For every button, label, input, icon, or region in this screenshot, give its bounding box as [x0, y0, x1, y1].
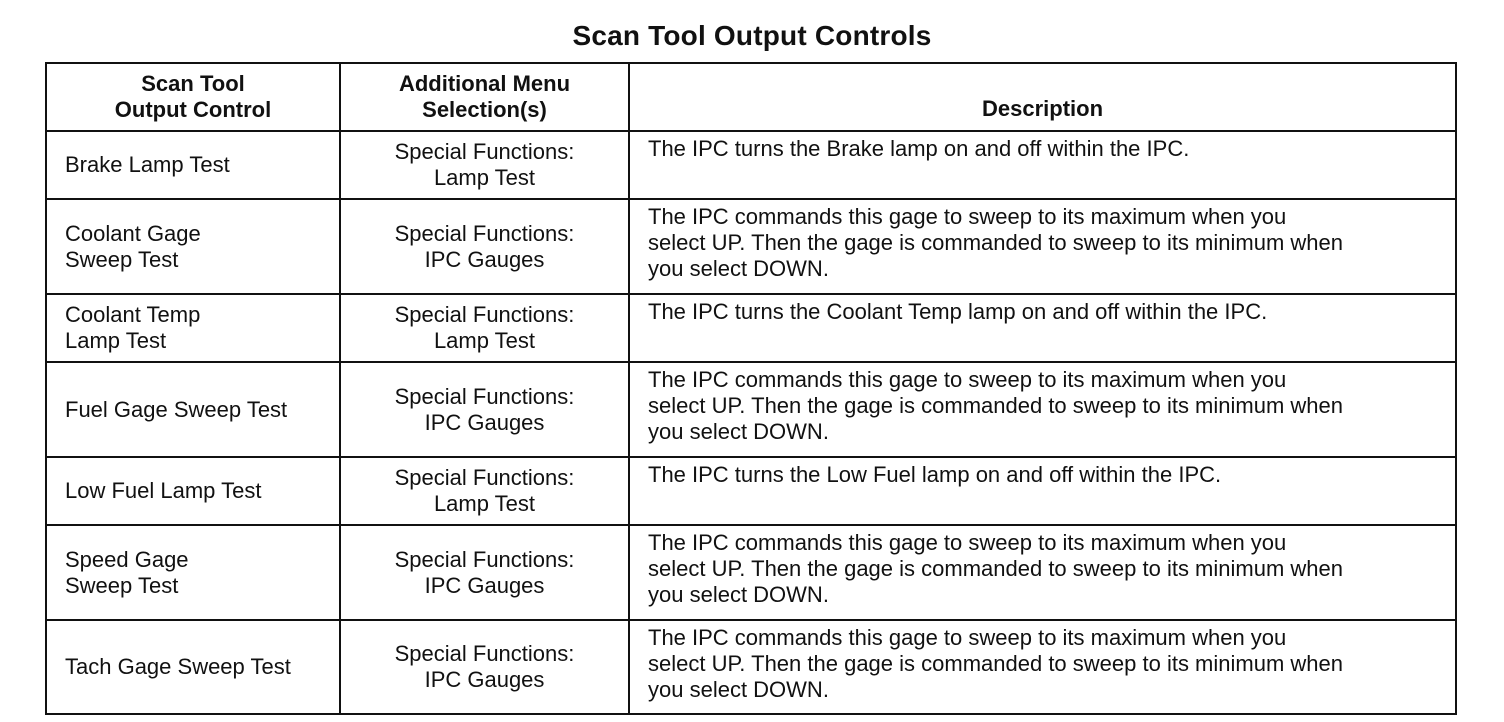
menu-selection-cell — [340, 620, 629, 714]
cell-line: Sweep Test — [65, 572, 179, 598]
cell-line: The IPC commands this gage to sweep to its maximum when you — [648, 625, 1287, 650]
table-row — [46, 294, 1456, 362]
cell-line: Low Fuel Lamp Test — [65, 478, 262, 503]
page-title: Scan Tool Output Controls — [572, 20, 932, 51]
cell-line: Special Functions: — [394, 383, 575, 409]
header-line: Scan Tool — [141, 71, 245, 96]
menu-selection-cell — [340, 457, 629, 525]
cell-line: Speed Gage — [65, 546, 189, 572]
table-row — [46, 362, 1456, 457]
cell-line: Sweep Test — [65, 246, 179, 272]
cell-line: Fuel Gage Sweep Test — [65, 396, 288, 422]
output-control-cell — [46, 457, 340, 525]
cell-line: Lamp Test — [65, 328, 167, 353]
column-header-description: Description — [629, 63, 1456, 131]
cell-line: Special Functions: — [394, 139, 575, 164]
cell-line: select UP. Then the gage is commanded to sweep to its minimum when — [648, 651, 1343, 676]
table-row — [46, 620, 1456, 714]
output-control-cell — [46, 525, 340, 620]
description-cell — [629, 362, 1456, 457]
table-row — [46, 131, 1456, 199]
cell-line: IPC Gauges — [424, 667, 545, 692]
cell-line: IPC Gauges — [424, 572, 545, 598]
output-control-cell — [46, 294, 340, 362]
column-header-menu-selection — [340, 63, 629, 131]
cell-line: you select DOWN. — [648, 419, 829, 444]
cell-line: Special Functions: — [394, 546, 575, 572]
cell-line: Coolant Temp — [65, 302, 201, 327]
description-cell — [629, 131, 1456, 199]
menu-selection-cell — [340, 525, 629, 620]
description-cell — [629, 199, 1456, 294]
description-cell — [629, 294, 1456, 362]
cell-line: IPC Gauges — [424, 246, 545, 272]
menu-selection-cell — [340, 294, 629, 362]
table-header-row — [46, 63, 1456, 131]
cell-line: The IPC commands this gage to sweep to its maximum when you — [648, 204, 1287, 229]
description-cell — [629, 525, 1456, 620]
table-row — [46, 457, 1456, 525]
output-control-cell — [46, 620, 340, 714]
cell-line: The IPC commands this gage to sweep to its maximum when you — [648, 530, 1287, 555]
cell-line: IPC Gauges — [424, 409, 545, 435]
cell-line: The IPC commands this gage to sweep to its maximum when you — [648, 367, 1287, 392]
description-cell — [629, 620, 1456, 714]
output-control-cell — [46, 199, 340, 294]
cell-line: Special Functions: — [394, 220, 575, 246]
cell-line: select UP. Then the gage is commanded to sweep to its minimum when — [648, 393, 1343, 418]
cell-line: Lamp Test — [433, 491, 536, 516]
cell-line: Lamp Test — [433, 165, 536, 190]
cell-line: Special Functions: — [394, 465, 575, 490]
cell-line: Tach Gage Sweep Test — [65, 654, 291, 679]
cell-line: you select DOWN. — [648, 582, 829, 607]
menu-selection-cell — [340, 199, 629, 294]
cell-line: The IPC turns the Brake lamp on and off within the IPC. — [648, 136, 1190, 161]
cell-line: select UP. Then the gage is commanded to sweep to its minimum when — [648, 556, 1343, 581]
cell-line: Special Functions: — [394, 641, 575, 666]
output-control-cell — [46, 131, 340, 199]
description-cell — [629, 457, 1456, 525]
cell-line: Brake Lamp Test — [65, 152, 230, 177]
column-header-output-control — [46, 63, 340, 131]
cell-line: The IPC turns the Low Fuel lamp on and off within the IPC. — [648, 462, 1222, 487]
header-line: Additional Menu — [398, 71, 571, 96]
cell-line: you select DOWN. — [648, 256, 829, 281]
header-line: Selection(s) — [422, 97, 547, 122]
cell-line: Lamp Test — [433, 328, 536, 353]
output-control-cell — [46, 362, 340, 457]
cell-line: select UP. Then the gage is commanded to sweep to its minimum when — [648, 230, 1343, 255]
menu-selection-cell — [340, 131, 629, 199]
table-row — [46, 199, 1456, 294]
output-controls-table — [45, 62, 1457, 715]
menu-selection-cell — [340, 362, 629, 457]
cell-line: Coolant Gage — [65, 220, 201, 246]
cell-line: you select DOWN. — [648, 677, 829, 702]
cell-line: Special Functions: — [394, 302, 575, 327]
table-row — [46, 525, 1456, 620]
cell-line: The IPC turns the Coolant Temp lamp on and off within the IPC. — [648, 299, 1268, 324]
header-line: Output Control — [114, 97, 272, 122]
